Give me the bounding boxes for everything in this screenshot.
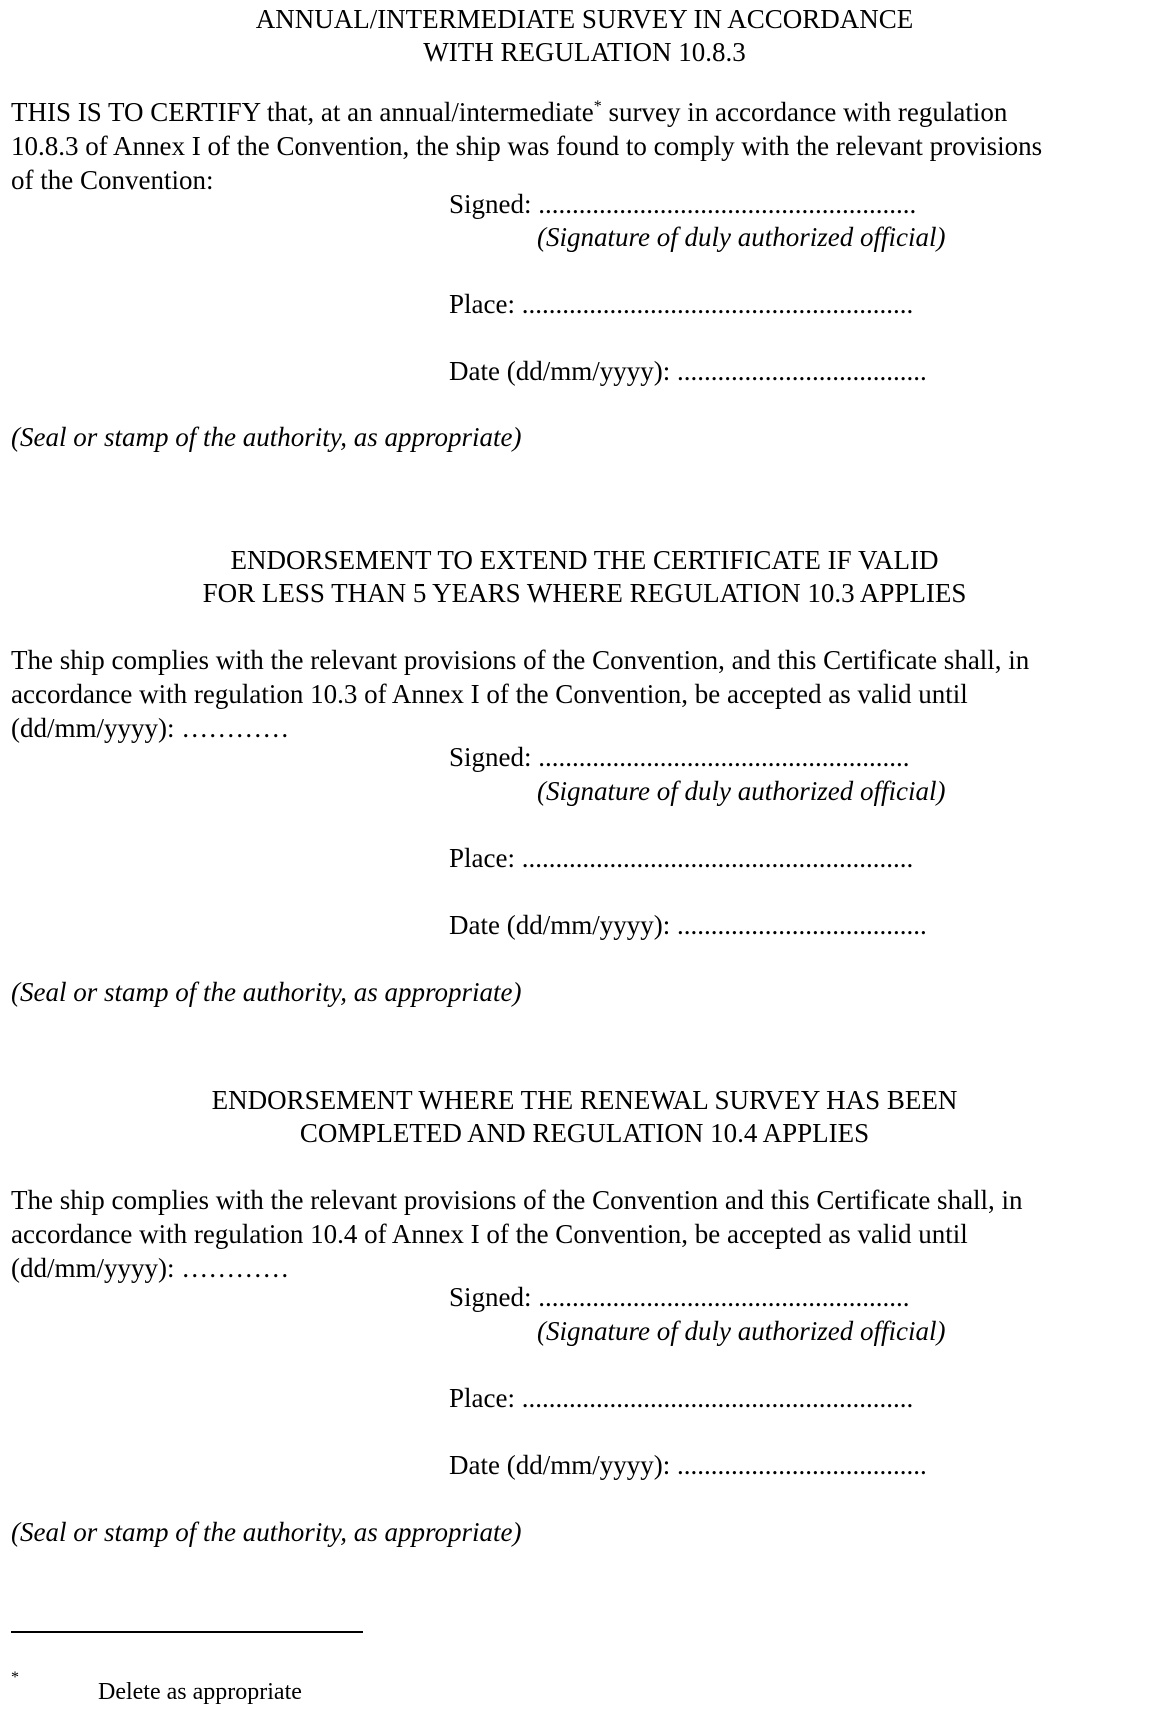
- footnote-separator: [11, 1631, 363, 1633]
- footnote-text: Delete as appropriate: [98, 1679, 302, 1705]
- section1-paragraph-line1-b: survey in accordance with regulation: [601, 97, 1008, 127]
- section1-heading-line2: WITH REGULATION 10.8.3: [423, 37, 746, 67]
- section2-paragraph-line3: (dd/mm/yyyy): …………: [11, 713, 290, 743]
- footnote-mark: *: [11, 1669, 19, 1686]
- section2-paragraph: [11, 643, 1158, 745]
- footnote-reference-mark: *: [593, 98, 602, 115]
- section1-signature-caption: (Signature of duly authorized official): [537, 222, 946, 252]
- section3-date-field: Date (dd/mm/yyyy): .....................................: [449, 1450, 927, 1480]
- section2-seal-note: (Seal or stamp of the authority, as appropriate): [11, 977, 522, 1007]
- section2-signature-caption: (Signature of duly authorized official): [537, 776, 946, 806]
- section1-paragraph: [11, 95, 1158, 197]
- section3-seal-note: (Seal or stamp of the authority, as appropriate): [11, 1517, 522, 1547]
- section3-signature-caption: (Signature of duly authorized official): [537, 1316, 946, 1346]
- section1-place-field: Place: ..........................................................: [449, 289, 914, 319]
- section3-place-field: Place: ..........................................................: [449, 1383, 914, 1413]
- section1-paragraph-line1-a: THIS IS TO CERTIFY that, at an annual/intermediate: [11, 97, 594, 127]
- section2-paragraph-line1: The ship complies with the relevant provisions of the Convention, and this Certificate shall, in: [11, 645, 1030, 675]
- section1-date-field: Date (dd/mm/yyyy): .....................................: [449, 356, 927, 386]
- section3-heading-line1: ENDORSEMENT WHERE THE RENEWAL SURVEY HAS BEEN: [211, 1085, 958, 1115]
- section2-heading-line1: ENDORSEMENT TO EXTEND THE CERTIFICATE IF VALID: [230, 545, 939, 575]
- section1-paragraph-line3: of the Convention:: [11, 165, 214, 195]
- section3-paragraph-line3: (dd/mm/yyyy): …………: [11, 1253, 290, 1283]
- section2-paragraph-line2: accordance with regulation 10.3 of Annex I of the Convention, be accepted as valid until: [11, 679, 968, 709]
- section1-paragraph-line2: 10.8.3 of Annex I of the Convention, the ship was found to comply with the relevant provisions: [11, 131, 1043, 161]
- section2-date-field: Date (dd/mm/yyyy): .....................................: [449, 910, 927, 940]
- section3-paragraph: [11, 1183, 1158, 1285]
- section2-signed-field: Signed: .......................................................: [449, 742, 910, 772]
- section1-seal-note: (Seal or stamp of the authority, as appropriate): [11, 422, 522, 452]
- section3-paragraph-line1: The ship complies with the relevant provisions of the Convention and this Certificate shall, in: [11, 1185, 1023, 1215]
- section3-paragraph-line2: accordance with regulation 10.4 of Annex I of the Convention, be accepted as valid until: [11, 1219, 968, 1249]
- section2-heading-line2: FOR LESS THAN 5 YEARS WHERE REGULATION 10.3 APPLIES: [202, 578, 967, 608]
- section3-heading-line2: COMPLETED AND REGULATION 10.4 APPLIES: [299, 1118, 870, 1148]
- section3-signed-field: Signed: .......................................................: [449, 1282, 910, 1312]
- section1-signed-field: Signed: ........................................................: [449, 189, 917, 219]
- section1-paragraph-line1: [11, 95, 1158, 129]
- section2-place-field: Place: ..........................................................: [449, 843, 914, 873]
- section1-heading-line1: ANNUAL/INTERMEDIATE SURVEY IN ACCORDANCE: [255, 4, 914, 34]
